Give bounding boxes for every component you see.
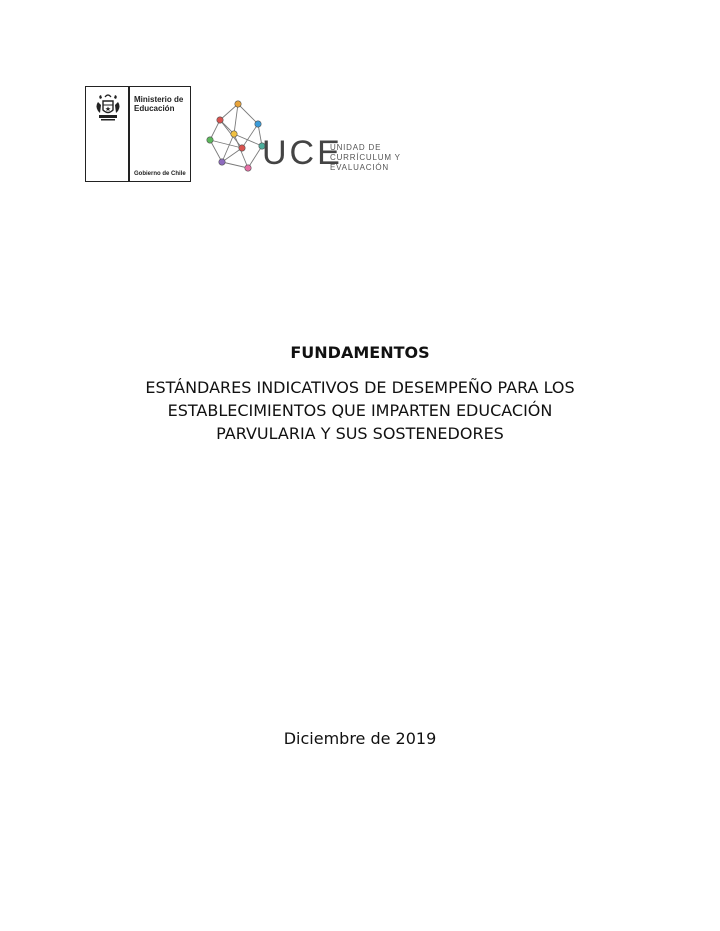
document-label: FUNDAMENTOS <box>290 343 430 362</box>
network-nodes-icon <box>204 98 266 172</box>
title-line: PARVULARIA Y SUS SOSTENEDORES <box>216 424 504 443</box>
uce-full-name: UNIDAD DE CURRÍCULUM Y EVALUACIÓN <box>330 143 401 172</box>
ministry-logo <box>85 86 191 182</box>
chile-coat-of-arms-icon <box>92 93 124 123</box>
uce-acronym: UCE <box>262 134 343 172</box>
title-line: ESTABLECIMIENTOS QUE IMPARTEN EDUCACIÓN <box>167 401 553 420</box>
document-date: Diciembre de 2019 <box>283 729 437 748</box>
logo-divider <box>128 87 130 181</box>
title-line: ESTÁNDARES INDICATIVOS DE DESEMPEÑO PARA LOS <box>145 378 575 397</box>
document-title <box>60 376 660 445</box>
government-name: Gobierno de Chile <box>134 171 186 177</box>
ministry-name: Ministerio de Educación <box>134 95 184 113</box>
